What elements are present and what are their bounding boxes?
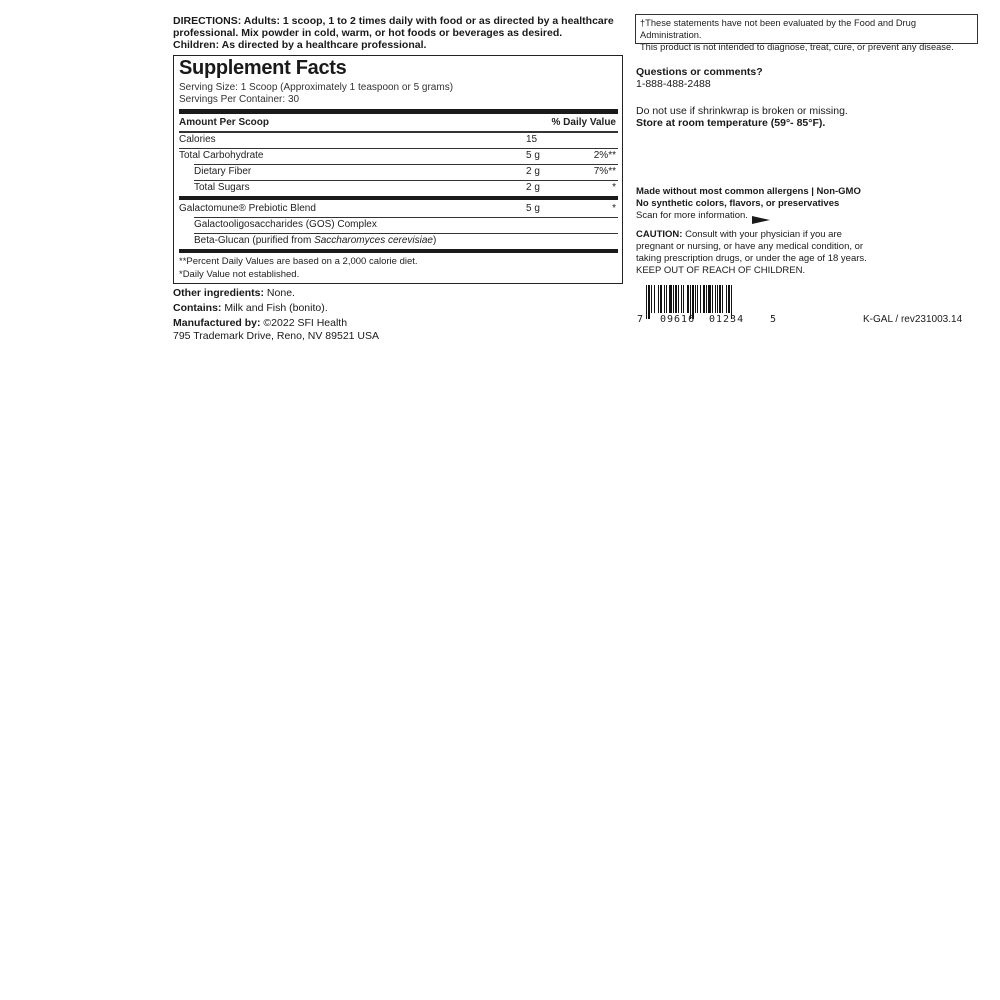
fda-disclaimer-line-1: †These statements have not been evaluated by the Food and Drug Administration. — [640, 18, 916, 40]
footnote-daily-value-not-established: *Daily Value not established. — [179, 269, 300, 280]
directions-line-1: DIRECTIONS: Adults: 1 scoop, 1 to 2 times daily with food or as directed by a healthcare — [173, 15, 614, 27]
row-dietary-fiber-name: Dietary Fiber — [194, 166, 252, 177]
manufacturer — [173, 317, 347, 329]
row-total-carbohydrate-amount: 5 g — [526, 150, 540, 161]
synthetic-claim: No synthetic colors, flavors, or preservatives — [636, 198, 840, 209]
divider — [194, 233, 618, 234]
arrow-right-icon — [752, 211, 770, 229]
header-daily-value: % Daily Value — [551, 117, 616, 128]
directions-line-2: professional. Mix powder in cold, warm, or hot foods or beverages as desired. — [173, 27, 563, 39]
contains-label: Contains: — [173, 302, 222, 314]
directions-line-3: Children: As directed by a healthcare professional. — [173, 39, 427, 51]
manufacturer-value: ©2022 SFI Health — [260, 317, 348, 329]
storage-instructions: Store at room temperature (59°- 85°F). — [636, 117, 826, 129]
row-dietary-fiber-dv: 7%** — [593, 166, 616, 177]
directions — [173, 15, 623, 51]
barcode-group-1: 09616 — [660, 314, 696, 325]
barcode-icon — [637, 285, 777, 327]
thick-divider — [179, 196, 618, 200]
row-gos-name: Galactooligosaccharides (GOS) Complex — [194, 219, 377, 230]
row-galactomune-name: Galactomune® Prebiotic Blend — [179, 203, 316, 214]
divider — [179, 148, 618, 149]
row-total-sugars-name: Total Sugars — [194, 182, 250, 193]
beta-glucan-source: Saccharomyces cerevisiae — [314, 235, 433, 246]
questions-heading: Questions or comments? — [636, 66, 763, 78]
thick-divider — [179, 249, 618, 253]
allergen-claim: Made without most common allergens | Non-GMO — [636, 186, 861, 197]
thick-divider — [179, 109, 618, 114]
other-ingredients — [173, 287, 295, 299]
divider — [194, 180, 618, 181]
shrinkwrap-warning: Do not use if shrinkwrap is broken or missing. — [636, 105, 848, 117]
row-beta-glucan-name — [194, 235, 436, 246]
row-total-carbohydrate-name: Total Carbohydrate — [179, 150, 264, 161]
other-ingredients-label: Other ingredients: — [173, 287, 265, 299]
serving-size: Serving Size: 1 Scoop (Approximately 1 teaspoon or 5 grams) — [179, 82, 454, 93]
supplement-facts-title: Supplement Facts — [179, 57, 347, 79]
row-total-carbohydrate-dv: 2%** — [593, 150, 616, 161]
other-ingredients-value: None. — [264, 287, 295, 299]
divider — [179, 131, 618, 133]
barcode-group-2: 01234 — [709, 314, 745, 325]
beta-glucan-prefix: Beta-Glucan (purified from — [194, 235, 315, 246]
row-galactomune-dv: * — [612, 203, 616, 214]
manufacturer-label: Manufactured by: — [173, 317, 261, 329]
caution-label: CAUTION: — [636, 229, 683, 240]
row-total-sugars-dv: * — [612, 182, 616, 193]
contains-value: Milk and Fish (bonito). — [221, 302, 328, 314]
beta-glucan-suffix: ) — [433, 235, 437, 246]
row-galactomune-amount: 5 g — [526, 203, 540, 214]
footnote-percent-daily-value: **Percent Daily Values are based on a 2,000 calorie diet. — [179, 256, 418, 267]
barcode-left-digit: 7 — [637, 314, 644, 325]
divider — [194, 217, 618, 218]
supplement-facts-panel — [173, 55, 623, 284]
row-calories-amount: 15 — [526, 134, 538, 145]
row-dietary-fiber-amount: 2 g — [526, 166, 540, 177]
header-amount: Amount Per Scoop — [179, 117, 270, 128]
divider — [194, 164, 618, 165]
fda-disclaimer-box — [635, 14, 978, 52]
contains — [173, 302, 328, 314]
keep-out-of-reach: KEEP OUT OF REACH OF CHILDREN. — [636, 265, 806, 276]
scan-text: Scan for more information. — [636, 210, 748, 221]
caution-body: Consult with your physician if you are pregnant or nursing, or have any medical condition, or taking prescription drugs, or under the age of 18 years. — [636, 229, 867, 264]
row-calories-name: Calories — [179, 134, 216, 145]
servings-per-container: Servings Per Container: 30 — [179, 94, 300, 105]
caution-text — [636, 229, 876, 265]
barcode-right-digit: 5 — [770, 314, 777, 325]
phone-number: 1-888-488-2488 — [636, 78, 711, 90]
fda-disclaimer-line-2: This product is not intended to diagnose, treat, cure, or prevent any disease. — [640, 42, 954, 52]
row-total-sugars-amount: 2 g — [526, 182, 540, 193]
manufacturer-address: 795 Trademark Drive, Reno, NV 89521 USA — [173, 330, 380, 342]
lot-code: K-GAL / rev231003.14 — [863, 314, 963, 325]
